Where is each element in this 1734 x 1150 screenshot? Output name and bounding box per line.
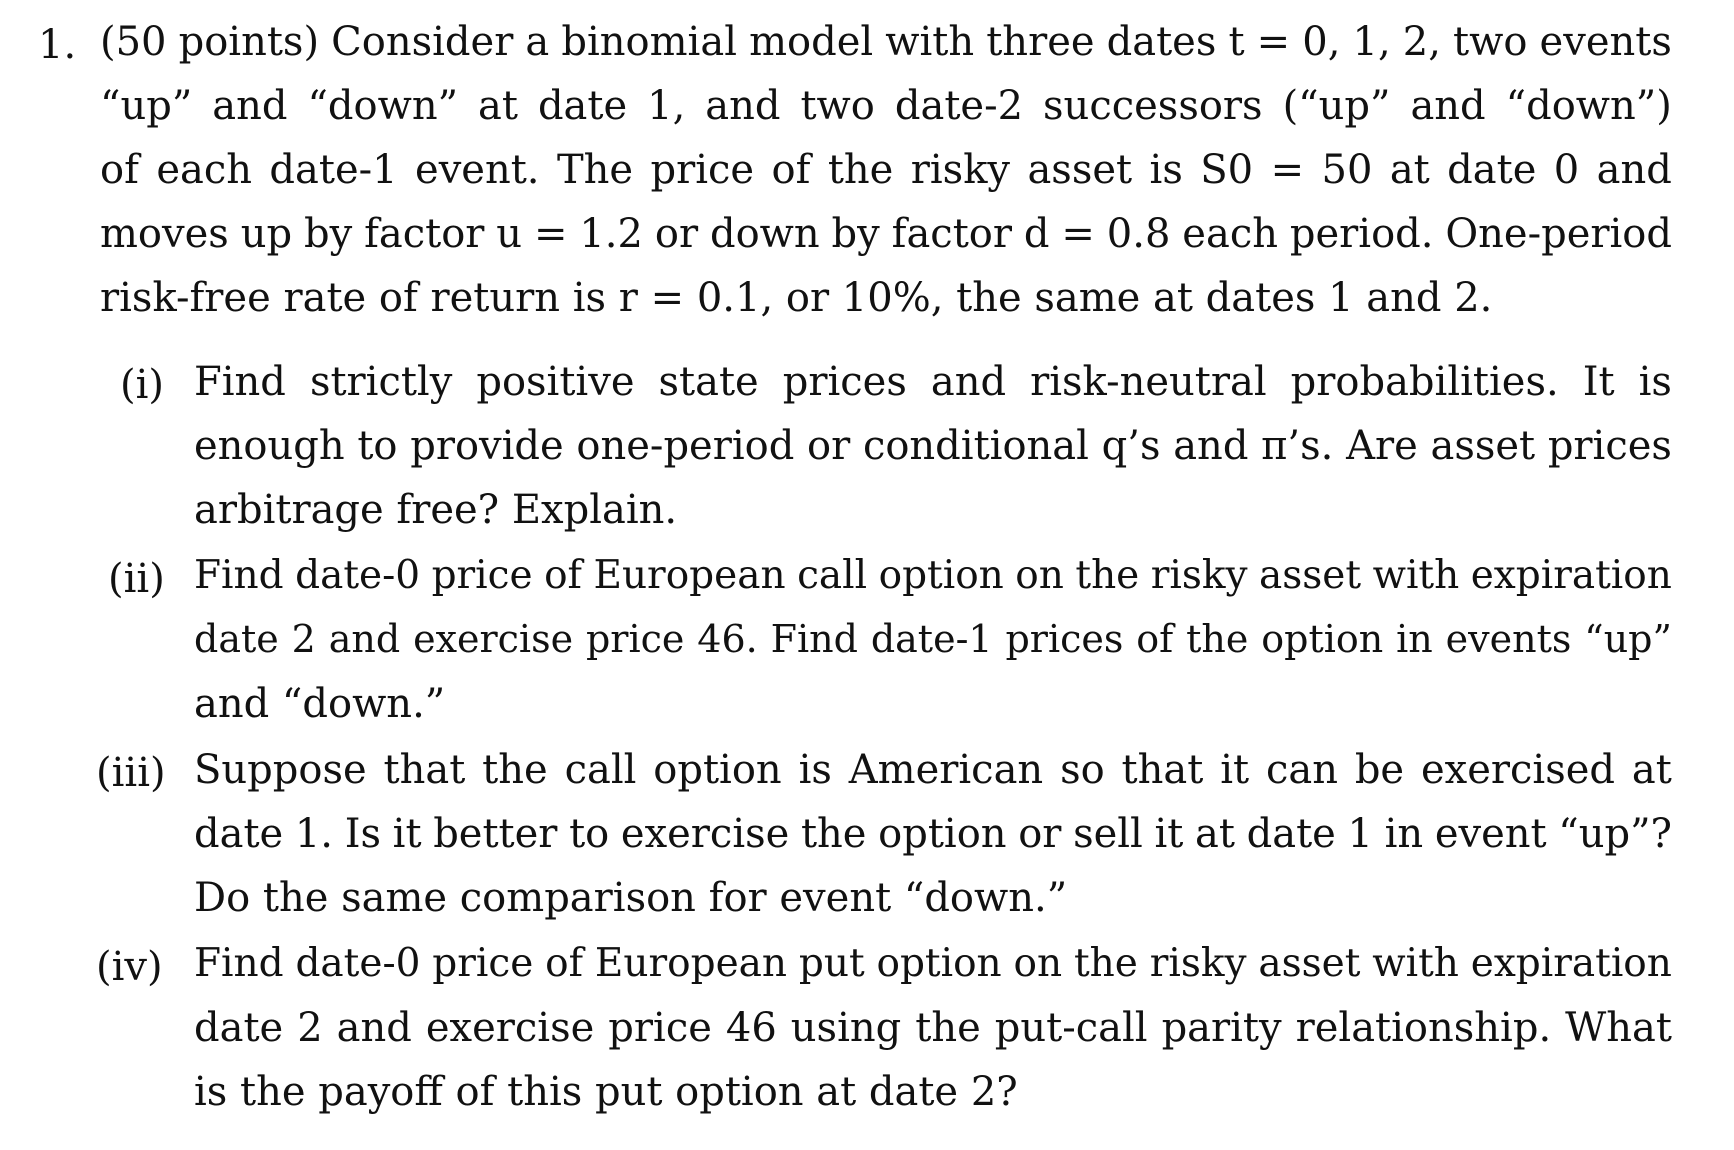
word: date-2 bbox=[894, 83, 1024, 129]
word: state bbox=[658, 359, 759, 405]
word: two bbox=[800, 83, 875, 129]
word: 1. bbox=[294, 811, 334, 857]
word: with bbox=[1372, 941, 1459, 986]
word: or bbox=[807, 423, 851, 469]
word: risky bbox=[910, 147, 1011, 193]
part-line bbox=[194, 359, 1672, 405]
word: of bbox=[771, 147, 811, 193]
word: model bbox=[749, 19, 874, 65]
word: binomial bbox=[561, 19, 737, 65]
word: factor bbox=[891, 211, 1012, 257]
word: risky bbox=[1150, 553, 1248, 598]
word: 0, bbox=[1302, 19, 1341, 65]
word: and bbox=[1410, 83, 1486, 129]
word: date bbox=[1447, 147, 1537, 193]
word: using bbox=[790, 1005, 902, 1051]
word: prices bbox=[1547, 423, 1672, 469]
word: date-1 bbox=[269, 147, 398, 193]
word: date-1 bbox=[870, 617, 993, 661]
part-line bbox=[194, 553, 1672, 598]
word: date-0 bbox=[295, 941, 421, 986]
word: option bbox=[1261, 617, 1384, 661]
word: risk-neutral bbox=[1030, 359, 1267, 405]
word: that bbox=[1121, 747, 1204, 793]
word: sell bbox=[1073, 811, 1143, 857]
word: S0 bbox=[1200, 147, 1254, 193]
word: on bbox=[1015, 553, 1064, 598]
word: Find bbox=[194, 359, 286, 405]
word: 2 bbox=[291, 617, 316, 661]
word: provide bbox=[410, 423, 564, 469]
word: dates bbox=[1106, 19, 1217, 65]
word: each bbox=[1182, 211, 1278, 257]
word: event. bbox=[415, 147, 540, 193]
word: date bbox=[194, 811, 284, 857]
word: 1 bbox=[1347, 811, 1373, 857]
word: It bbox=[1582, 359, 1615, 405]
word: Find bbox=[194, 941, 284, 986]
word: and bbox=[1173, 423, 1249, 469]
intro-line: risk-free rate of return is r = 0.1, or 10%, the same at dates 1 and 2. bbox=[100, 275, 1493, 321]
word: 2, bbox=[1402, 19, 1441, 65]
word: the bbox=[1075, 553, 1140, 598]
word: (“up” bbox=[1282, 83, 1391, 129]
part-line bbox=[194, 941, 1672, 986]
part-line bbox=[194, 423, 1672, 469]
word: What bbox=[1565, 1005, 1672, 1051]
word: π’s. bbox=[1261, 423, 1334, 469]
part-line bbox=[194, 811, 1672, 857]
part-line: is the payoff of this put option at date 2? bbox=[194, 1069, 1018, 1115]
part-line: and “down.” bbox=[194, 681, 446, 727]
word: in bbox=[1396, 617, 1433, 661]
word: three bbox=[986, 19, 1095, 65]
part-line: arbitrage free? Explain. bbox=[194, 487, 678, 533]
word: Are bbox=[1346, 423, 1418, 469]
word: to bbox=[569, 811, 610, 857]
word: at bbox=[1195, 811, 1235, 857]
word: event bbox=[1434, 811, 1547, 857]
word: at bbox=[1631, 747, 1672, 793]
word: asset bbox=[1027, 147, 1133, 193]
word: date bbox=[194, 617, 279, 661]
word: moves bbox=[100, 211, 229, 257]
word: “down”) bbox=[1505, 83, 1672, 129]
part-line bbox=[194, 617, 1672, 661]
part-line: Do the same comparison for event “down.” bbox=[194, 875, 1068, 921]
word: enough bbox=[194, 423, 345, 469]
word: 1.2 bbox=[579, 211, 643, 257]
word: with bbox=[1372, 553, 1460, 598]
word: put bbox=[798, 941, 865, 986]
word: prices bbox=[1005, 617, 1124, 661]
part-label: (i) bbox=[120, 362, 165, 408]
word: and bbox=[1596, 147, 1672, 193]
question-number: 1. bbox=[38, 22, 77, 68]
word: d bbox=[1023, 211, 1050, 257]
word: price bbox=[585, 617, 685, 661]
word: to bbox=[357, 423, 398, 469]
word: risky bbox=[1149, 941, 1247, 986]
word: option bbox=[878, 553, 1004, 598]
word: “up”? bbox=[1558, 811, 1672, 857]
word: down bbox=[709, 211, 820, 257]
word: of bbox=[100, 147, 139, 193]
word: events bbox=[1539, 19, 1672, 65]
word: 0 bbox=[1553, 147, 1580, 193]
word: in bbox=[1384, 811, 1424, 857]
word: European bbox=[593, 553, 786, 598]
word: 1, bbox=[1352, 19, 1391, 65]
word: asset bbox=[1430, 423, 1536, 469]
part-label: (iv) bbox=[96, 944, 163, 990]
word: Find bbox=[194, 553, 284, 598]
part-label: (ii) bbox=[108, 556, 165, 602]
word: asset bbox=[1258, 941, 1361, 986]
word: at bbox=[1389, 147, 1430, 193]
word: or bbox=[1018, 811, 1062, 857]
word: is bbox=[798, 747, 832, 793]
word: and bbox=[705, 83, 781, 129]
word: “down” bbox=[307, 83, 459, 129]
word: conditional bbox=[862, 423, 1089, 469]
word: 2 bbox=[297, 1005, 323, 1051]
word: or bbox=[654, 211, 699, 257]
word: price bbox=[431, 553, 533, 598]
word: with bbox=[885, 19, 975, 65]
word: period. bbox=[1289, 211, 1434, 257]
word: u bbox=[496, 211, 523, 257]
word: factor bbox=[364, 211, 485, 257]
word: is bbox=[1149, 147, 1183, 193]
word: and bbox=[212, 83, 288, 129]
word: 0.8 bbox=[1106, 211, 1171, 257]
word: option bbox=[876, 941, 1002, 986]
word: Consider bbox=[331, 19, 514, 65]
word: Is bbox=[344, 811, 382, 857]
intro-line bbox=[100, 211, 1672, 257]
word: “up” bbox=[100, 83, 193, 129]
word: date bbox=[194, 1005, 284, 1051]
word: call bbox=[564, 747, 637, 793]
word: a bbox=[525, 19, 550, 65]
word: exercise bbox=[425, 1005, 595, 1051]
word: exercised bbox=[1420, 747, 1616, 793]
word: two bbox=[1453, 19, 1528, 65]
word: European bbox=[594, 941, 788, 986]
word: t bbox=[1228, 19, 1245, 65]
word: call bbox=[797, 553, 868, 598]
word: = bbox=[1270, 147, 1305, 193]
word: = bbox=[1061, 211, 1095, 257]
word: be bbox=[1354, 747, 1405, 793]
word: asset bbox=[1259, 553, 1362, 598]
word: probabilities. bbox=[1290, 359, 1559, 405]
word: each bbox=[156, 147, 252, 193]
part-line bbox=[194, 1005, 1672, 1051]
word: option bbox=[878, 811, 1007, 857]
word: price bbox=[650, 147, 755, 193]
word: prices bbox=[782, 359, 907, 405]
word: by bbox=[303, 211, 353, 257]
word: price bbox=[432, 941, 534, 986]
word: the bbox=[915, 1005, 981, 1051]
word: of bbox=[1136, 617, 1174, 661]
word: 50 bbox=[1321, 147, 1373, 193]
word: on bbox=[1013, 941, 1063, 986]
part-line bbox=[194, 747, 1672, 793]
word: the bbox=[827, 147, 894, 193]
word: the bbox=[1186, 617, 1249, 661]
word: at bbox=[478, 83, 518, 129]
word: it bbox=[1220, 747, 1250, 793]
word: expiration bbox=[1470, 941, 1672, 986]
word: (50 bbox=[100, 19, 167, 65]
word: the bbox=[1073, 941, 1138, 986]
word: by bbox=[831, 211, 880, 257]
word: and bbox=[930, 359, 1007, 405]
word: one-period bbox=[576, 423, 795, 469]
word: of bbox=[544, 553, 582, 598]
word: 46 bbox=[725, 1005, 777, 1051]
intro-line bbox=[100, 147, 1672, 193]
word: is bbox=[1638, 359, 1672, 405]
word: better bbox=[433, 811, 558, 857]
intro-line bbox=[100, 83, 1672, 129]
word: price bbox=[608, 1005, 712, 1051]
word: One-period bbox=[1445, 211, 1672, 257]
word: = bbox=[533, 211, 568, 257]
word: successors bbox=[1043, 83, 1263, 129]
word: date bbox=[1246, 811, 1336, 857]
word: expiration bbox=[1470, 553, 1672, 598]
word: Find bbox=[770, 617, 858, 661]
word: date bbox=[537, 83, 628, 129]
word: that bbox=[383, 747, 466, 793]
word: and bbox=[328, 617, 401, 661]
word: it bbox=[1154, 811, 1184, 857]
word: the bbox=[800, 811, 867, 857]
word: = bbox=[1256, 19, 1291, 65]
word: and bbox=[336, 1005, 412, 1051]
word: parity bbox=[1161, 1005, 1282, 1051]
word: American bbox=[848, 747, 1044, 793]
word: of bbox=[545, 941, 584, 986]
word: exercise bbox=[413, 617, 574, 661]
intro-line bbox=[100, 19, 1672, 65]
word: the bbox=[482, 747, 548, 793]
word: exercise bbox=[620, 811, 790, 857]
word: q’s bbox=[1101, 423, 1161, 469]
word: events bbox=[1445, 617, 1572, 661]
word: The bbox=[556, 147, 634, 193]
word: Suppose bbox=[194, 747, 367, 793]
word: 46. bbox=[697, 617, 758, 661]
word: points) bbox=[178, 19, 320, 65]
word: up bbox=[240, 211, 293, 257]
word: can bbox=[1265, 747, 1338, 793]
word: positive bbox=[476, 359, 635, 405]
word: so bbox=[1060, 747, 1105, 793]
word: it bbox=[392, 811, 422, 857]
word: option bbox=[653, 747, 782, 793]
word: put-call bbox=[994, 1005, 1148, 1051]
word: date-0 bbox=[295, 553, 421, 598]
word: strictly bbox=[309, 359, 453, 405]
word: 1, bbox=[647, 83, 686, 129]
word: relationship. bbox=[1295, 1005, 1552, 1051]
part-label: (iii) bbox=[96, 750, 166, 796]
word: “up” bbox=[1584, 617, 1672, 661]
